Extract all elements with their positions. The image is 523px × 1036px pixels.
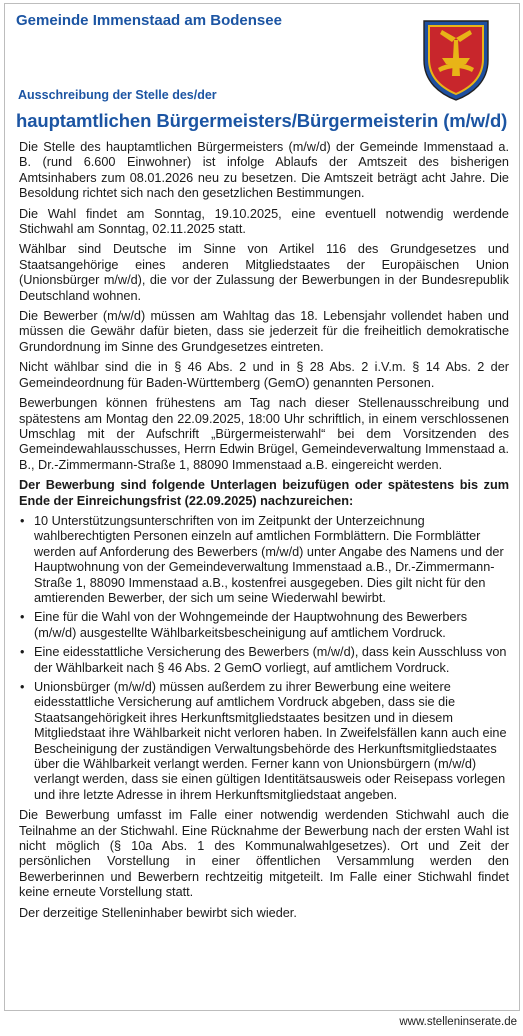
- position-title: hauptamtlichen Bürgermeisters/Bürgermeisterin (m/w/d): [16, 110, 508, 131]
- announcement-body: [19, 140, 509, 926]
- list-item-text: Eine für die Wahl von der Wohngemeinde der Hauptwohnung des Bewerbers (m/w/d) ausgestellte Wählbarkeitsbescheinigung auf amtlichem Vordruck.: [34, 610, 468, 640]
- paragraph-eligibility: Wählbar sind Deutsche im Sinne von Artikel 116 des Grundgesetzes und Staatsangehörige eines anderen Mitgliedstaates der Europäischen Union (Unionsbürger m/w/d), die vor der Zulassung der Bewerbungen in der Bundesrepublik Deutschland wohnen.: [19, 242, 509, 303]
- bullet-icon: •: [20, 610, 25, 625]
- municipality-name: Gemeinde Immenstaad am Bodensee: [16, 12, 282, 29]
- website-link[interactable]: www.stelleninserate.de: [399, 1016, 517, 1028]
- paragraph-position: Die Stelle des hauptamtlichen Bürgermeisters (m/w/d) der Gemeinde Immenstaad a. B. (rund 6.600 Einwohner) ist infolge Ablaufs der Amtszeit des bisherigen Amtsinhabers zum 08.01.2026 neu zu besetzen. Die Amtszeit beträgt acht Jahre. Die Besoldung richtet sich nach den gesetzlichen Bestimmungen.: [19, 140, 509, 201]
- list-item: [19, 645, 509, 676]
- paragraph-application-deadline: Bewerbungen können frühestens am Tag nach dieser Stellenausschreibung und spätestens am Montag den 22.09.2025, 18:00 Uhr schriftlich, in einem verschlossenen Umschlag mit der Aufschrift „Bürgermeisterwahl“ bei dem Vorsitzenden des Gemeindewahlausschusses, Herrn Edwin Brügel, Gemeindeverwaltung Immenstaad a. B., Dr.-Zimmermann-Straße 1, 88090 Immenstaad a.B. eingereicht werden.: [19, 396, 509, 472]
- bullet-icon: •: [20, 513, 25, 528]
- list-item-text: Eine eidesstattliche Versicherung des Bewerbers (m/w/d), dass kein Ausschluss von der Wählbarkeit nach § 46 Abs. 2 GemO vorliegt, auf amtlichem Vordruck.: [34, 645, 507, 675]
- bullet-icon: •: [20, 645, 25, 660]
- documents-list: [19, 514, 509, 803]
- list-item-text: Unionsbürger (m/w/d) müssen außerdem zu ihrer Bewerbung eine weitere eidesstattliche Versicherung auf amtlichem Vordruck abgeben, dass sie die Staatsangehörigkeit ihres Herkunftsmitgliedstaates besitzen und in diesem Mitgliedstaat ihre Wählbarkeit nicht verloren haben. In Zweifelsfällen kann auch eine Bescheinigung der zuständigen Verwaltungsbehörde des Herkunftsmitgliedstaates über die Wählbarkeit verlangt werden. Ferner kann von Unionsbürgern (m/w/d) verlangt werden, dass sie einen gültigen Identitätsausweis oder Reisepass vorlegen und ihre letzte Adresse in ihrem Herkunftsmitgliedstaat angeben.: [34, 680, 507, 802]
- paragraph-ineligible: Nicht wählbar sind die in § 46 Abs. 2 und in § 28 Abs. 2 i.V.m. § 14 Abs. 2 der Gemeindeordnung für Baden-Württemberg (GemO) genannten Personen.: [19, 360, 509, 390]
- announcement-subheading: Ausschreibung der Stelle des/der: [18, 88, 217, 102]
- list-item: [19, 610, 509, 641]
- bullet-icon: •: [20, 680, 25, 694]
- paragraph-election-date: Die Wahl findet am Sonntag, 19.10.2025, eine eventuell notwendig werdende Stichwahl am Sonntag, 02.11.2025 statt.: [19, 206, 509, 237]
- paragraph-runoff: Die Bewerbung umfasst im Falle einer notwendig werdenden Stichwahl auch die Teilnahme an der Stichwahl. Eine Rücknahme der Bewerbung nach der ersten Wahl ist nicht möglich (§ 10a Abs. 1 des Kommunalwahlgesetzes). Ort und Zeit der persönlichen Vorstellung in einer öffentlichen Versammlung werden den Bewerberinnen und Bewerbern rechtzeitig mitgeteilt. Im Falle einer Stichwahl findet keine erneute Vorstellung statt.: [19, 808, 509, 900]
- documents-heading: Der Bewerbung sind folgende Unterlagen beizufügen oder spätestens bis zum Ende der Einreichungsfrist (22.09.2025) nachzureichen:: [19, 478, 509, 508]
- list-item-text: 10 Unterstützungsunterschriften von im Zeitpunkt der Unterzeichnung wahlberechtigten Personen einzeln auf amtlichen Formblättern. Die Formblätter werden auf Anforderung des Bewerbers (m/w/d) unter Angabe des Namens und der Hauptwohnung von der Gemeindeverwaltung Immenstaad a.B., Dr.-Zimmermann-Straße 1, 88090 Immenstaad a.B., kostenfrei ausgegeben. Dies gilt nicht für den amtierenden Bewerber, der sich um seine Wiederwahl bewirbt.: [34, 513, 504, 605]
- coat-of-arms-icon: [420, 18, 492, 102]
- list-item: [19, 680, 509, 803]
- paragraph-requirements: Die Bewerber (m/w/d) müssen am Wahltag das 18. Lebensjahr vollendet haben und müssen die Gewähr dafür bieten, dass sie jederzeit für die freiheitlich demokratische Grundordnung im Sinne des Grundgesetzes eintreten.: [19, 309, 509, 354]
- list-item: [19, 514, 509, 606]
- paragraph-incumbent: Der derzeitige Stelleninhaber bewirbt sich wieder.: [19, 905, 297, 920]
